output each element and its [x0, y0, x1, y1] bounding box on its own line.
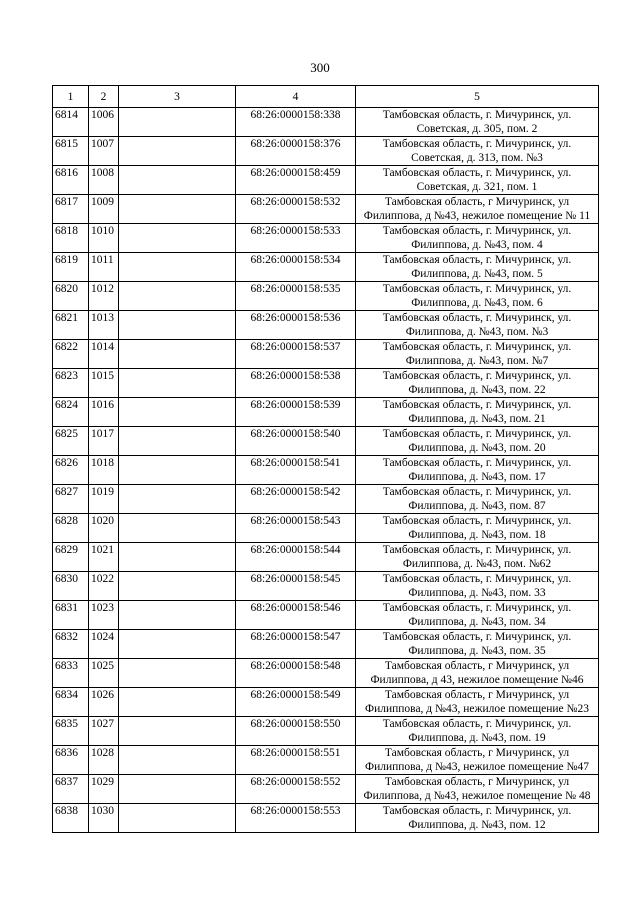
- address: Тамбовская область, г. Мичуринск, ул. Филиппова, д. №43, пом. 35: [356, 630, 599, 659]
- cadastral-number: 68:26:0000158:535: [236, 282, 356, 311]
- cadastral-number: 68:26:0000158:549: [236, 688, 356, 717]
- column-3-cell: [119, 340, 236, 369]
- column-3-cell: [119, 514, 236, 543]
- table-row: [53, 804, 599, 833]
- table-header-row: [53, 86, 599, 108]
- row-number: 6832: [53, 630, 89, 659]
- table-row: [53, 514, 599, 543]
- table-row: [53, 717, 599, 746]
- table-row: [53, 746, 599, 775]
- column-3-cell: [119, 311, 236, 340]
- registry-number: 1009: [89, 195, 119, 224]
- column-header: 3: [119, 86, 236, 108]
- cadastral-number: 68:26:0000158:459: [236, 166, 356, 195]
- cadastral-number: 68:26:0000158:538: [236, 369, 356, 398]
- column-3-cell: [119, 775, 236, 804]
- row-number: 6823: [53, 369, 89, 398]
- registry-number: 1011: [89, 253, 119, 282]
- row-number: 6825: [53, 427, 89, 456]
- column-3-cell: [119, 601, 236, 630]
- column-3-cell: [119, 659, 236, 688]
- table-row: [53, 572, 599, 601]
- address: Тамбовская область, г. Мичуринск, ул. Филиппова, д. №43, пом. 33: [356, 572, 599, 601]
- row-number: 6838: [53, 804, 89, 833]
- column-3-cell: [119, 543, 236, 572]
- cadastral-number: 68:26:0000158:539: [236, 398, 356, 427]
- column-3-cell: [119, 572, 236, 601]
- table-row: [53, 630, 599, 659]
- address: Тамбовская область, г Мичуринск, ул Филиппова, д №43, нежилое помещение №47: [356, 746, 599, 775]
- row-number: 6833: [53, 659, 89, 688]
- row-number: 6814: [53, 108, 89, 137]
- row-number: 6827: [53, 485, 89, 514]
- row-number: 6822: [53, 340, 89, 369]
- table-row: [53, 485, 599, 514]
- row-number: 6831: [53, 601, 89, 630]
- column-header: 2: [89, 86, 119, 108]
- table-row: [53, 456, 599, 485]
- table-row: [53, 195, 599, 224]
- address: Тамбовская область, г. Мичуринск, ул. Филиппова, д. №43, пом. 34: [356, 601, 599, 630]
- column-3-cell: [119, 427, 236, 456]
- registry-number: 1029: [89, 775, 119, 804]
- registry-number: 1023: [89, 601, 119, 630]
- cadastral-number: 68:26:0000158:533: [236, 224, 356, 253]
- cadastral-number: 68:26:0000158:550: [236, 717, 356, 746]
- table-row: [53, 601, 599, 630]
- table-row: [53, 775, 599, 804]
- address: Тамбовская область, г. Мичуринск, ул. Филиппова, д. №43, пом. 87: [356, 485, 599, 514]
- table-row: [53, 282, 599, 311]
- cadastral-number: 68:26:0000158:536: [236, 311, 356, 340]
- column-3-cell: [119, 195, 236, 224]
- row-number: 6829: [53, 543, 89, 572]
- column-3-cell: [119, 224, 236, 253]
- cadastral-number: 68:26:0000158:537: [236, 340, 356, 369]
- table-row: [53, 166, 599, 195]
- address: Тамбовская область, г. Мичуринск, ул. Филиппова, д. №43, пом. №3: [356, 311, 599, 340]
- address: Тамбовская область, г. Мичуринск, ул. Советская, д. 305, пом. 2: [356, 108, 599, 137]
- column-3-cell: [119, 717, 236, 746]
- registry-number: 1027: [89, 717, 119, 746]
- registry-number: 1025: [89, 659, 119, 688]
- cadastral-number: 68:26:0000158:551: [236, 746, 356, 775]
- column-3-cell: [119, 282, 236, 311]
- table-row: [53, 427, 599, 456]
- row-number: 6818: [53, 224, 89, 253]
- row-number: 6834: [53, 688, 89, 717]
- address: Тамбовская область, г. Мичуринск, ул. Филиппова, д. №43, пом. 12: [356, 804, 599, 833]
- table-row: [53, 253, 599, 282]
- table-row: [53, 137, 599, 166]
- address: Тамбовская область, г. Мичуринск, ул. Филиппова, д. №43, пом. 21: [356, 398, 599, 427]
- row-number: 6816: [53, 166, 89, 195]
- cadastral-number: 68:26:0000158:553: [236, 804, 356, 833]
- row-number: 6837: [53, 775, 89, 804]
- column-header: 5: [356, 86, 599, 108]
- cadastral-number: 68:26:0000158:532: [236, 195, 356, 224]
- address: Тамбовская область, г. Мичуринск, ул. Филиппова, д. №43, пом. №7: [356, 340, 599, 369]
- cadastral-number: 68:26:0000158:534: [236, 253, 356, 282]
- address: Тамбовская область, г. Мичуринск, ул. Советская, д. 313, пом. №3: [356, 137, 599, 166]
- row-number: 6819: [53, 253, 89, 282]
- cadastral-number: 68:26:0000158:376: [236, 137, 356, 166]
- address: Тамбовская область, г Мичуринск, ул Филиппова, д №43, нежилое помещение № 48: [356, 775, 599, 804]
- cadastral-number: 68:26:0000158:541: [236, 456, 356, 485]
- registry-number: 1015: [89, 369, 119, 398]
- address: Тамбовская область, г Мичуринск, ул Филиппова, д №43, нежилое помещение №23: [356, 688, 599, 717]
- cadastral-number: 68:26:0000158:338: [236, 108, 356, 137]
- cadastral-number: 68:26:0000158:547: [236, 630, 356, 659]
- cadastral-number: 68:26:0000158:552: [236, 775, 356, 804]
- table-row: [53, 688, 599, 717]
- row-number: 6820: [53, 282, 89, 311]
- table-row: [53, 340, 599, 369]
- column-3-cell: [119, 804, 236, 833]
- registry-number: 1008: [89, 166, 119, 195]
- registry-number: 1026: [89, 688, 119, 717]
- table-row: [53, 659, 599, 688]
- address: Тамбовская область, г Мичуринск, ул Филиппова, д 43, нежилое помещение №46: [356, 659, 599, 688]
- address: Тамбовская область, г. Мичуринск, ул. Филиппова, д. №43, пом. 5: [356, 253, 599, 282]
- table-row: [53, 543, 599, 572]
- address: Тамбовская область, г. Мичуринск, ул. Советская, д. 321, пом. 1: [356, 166, 599, 195]
- registry-number: 1013: [89, 311, 119, 340]
- registry-number: 1006: [89, 108, 119, 137]
- row-number: 6836: [53, 746, 89, 775]
- registry-number: 1024: [89, 630, 119, 659]
- registry-number: 1028: [89, 746, 119, 775]
- column-3-cell: [119, 398, 236, 427]
- table-body: [53, 108, 599, 833]
- row-number: 6821: [53, 311, 89, 340]
- column-3-cell: [119, 166, 236, 195]
- cadastral-number: 68:26:0000158:543: [236, 514, 356, 543]
- column-3-cell: [119, 485, 236, 514]
- row-number: 6826: [53, 456, 89, 485]
- column-3-cell: [119, 253, 236, 282]
- row-number: 6835: [53, 717, 89, 746]
- column-header: 4: [236, 86, 356, 108]
- table-row: [53, 398, 599, 427]
- page-number: 300: [310, 60, 330, 75]
- row-number: 6828: [53, 514, 89, 543]
- cadastral-number: 68:26:0000158:542: [236, 485, 356, 514]
- table-row: [53, 369, 599, 398]
- row-number: 6824: [53, 398, 89, 427]
- address: Тамбовская область, г Мичуринск, ул Филиппова, д №43, нежилое помещение № 11: [356, 195, 599, 224]
- address: Тамбовская область, г. Мичуринск, ул. Филиппова, д. №43, пом. 6: [356, 282, 599, 311]
- registry-number: 1022: [89, 572, 119, 601]
- registry-number: 1020: [89, 514, 119, 543]
- registry-number: 1012: [89, 282, 119, 311]
- cadastral-number: 68:26:0000158:546: [236, 601, 356, 630]
- cadastral-number: 68:26:0000158:544: [236, 543, 356, 572]
- address: Тамбовская область, г. Мичуринск, ул. Филиппова, д. №43, пом. 20: [356, 427, 599, 456]
- address: Тамбовская область, г. Мичуринск, ул. Филиппова, д. №43, пом. 4: [356, 224, 599, 253]
- table-row: [53, 224, 599, 253]
- column-3-cell: [119, 746, 236, 775]
- address: Тамбовская область, г. Мичуринск, ул. Филиппова, д. №43, пом. 17: [356, 456, 599, 485]
- column-3-cell: [119, 456, 236, 485]
- address: Тамбовская область, г. Мичуринск, ул. Филиппова, д. №43, пом. 22: [356, 369, 599, 398]
- property-registry-table: [52, 85, 599, 833]
- registry-number: 1019: [89, 485, 119, 514]
- registry-number: 1021: [89, 543, 119, 572]
- row-number: 6815: [53, 137, 89, 166]
- registry-number: 1007: [89, 137, 119, 166]
- column-3-cell: [119, 369, 236, 398]
- address: Тамбовская область, г. Мичуринск, ул. Филиппова, д. №43, пом. 18: [356, 514, 599, 543]
- column-3-cell: [119, 630, 236, 659]
- row-number: 6817: [53, 195, 89, 224]
- cadastral-number: 68:26:0000158:548: [236, 659, 356, 688]
- registry-number: 1014: [89, 340, 119, 369]
- registry-number: 1017: [89, 427, 119, 456]
- table-row: [53, 108, 599, 137]
- registry-number: 1016: [89, 398, 119, 427]
- column-3-cell: [119, 688, 236, 717]
- address: Тамбовская область, г. Мичуринск, ул. Филиппова, д. №43, пом. №62: [356, 543, 599, 572]
- column-3-cell: [119, 108, 236, 137]
- address: Тамбовская область, г. Мичуринск, ул. Филиппова, д. №43, пом. 19: [356, 717, 599, 746]
- registry-number: 1010: [89, 224, 119, 253]
- cadastral-number: 68:26:0000158:540: [236, 427, 356, 456]
- column-3-cell: [119, 137, 236, 166]
- cadastral-number: 68:26:0000158:545: [236, 572, 356, 601]
- row-number: 6830: [53, 572, 89, 601]
- column-header: 1: [53, 86, 89, 108]
- registry-number: 1018: [89, 456, 119, 485]
- table-row: [53, 311, 599, 340]
- registry-number: 1030: [89, 804, 119, 833]
